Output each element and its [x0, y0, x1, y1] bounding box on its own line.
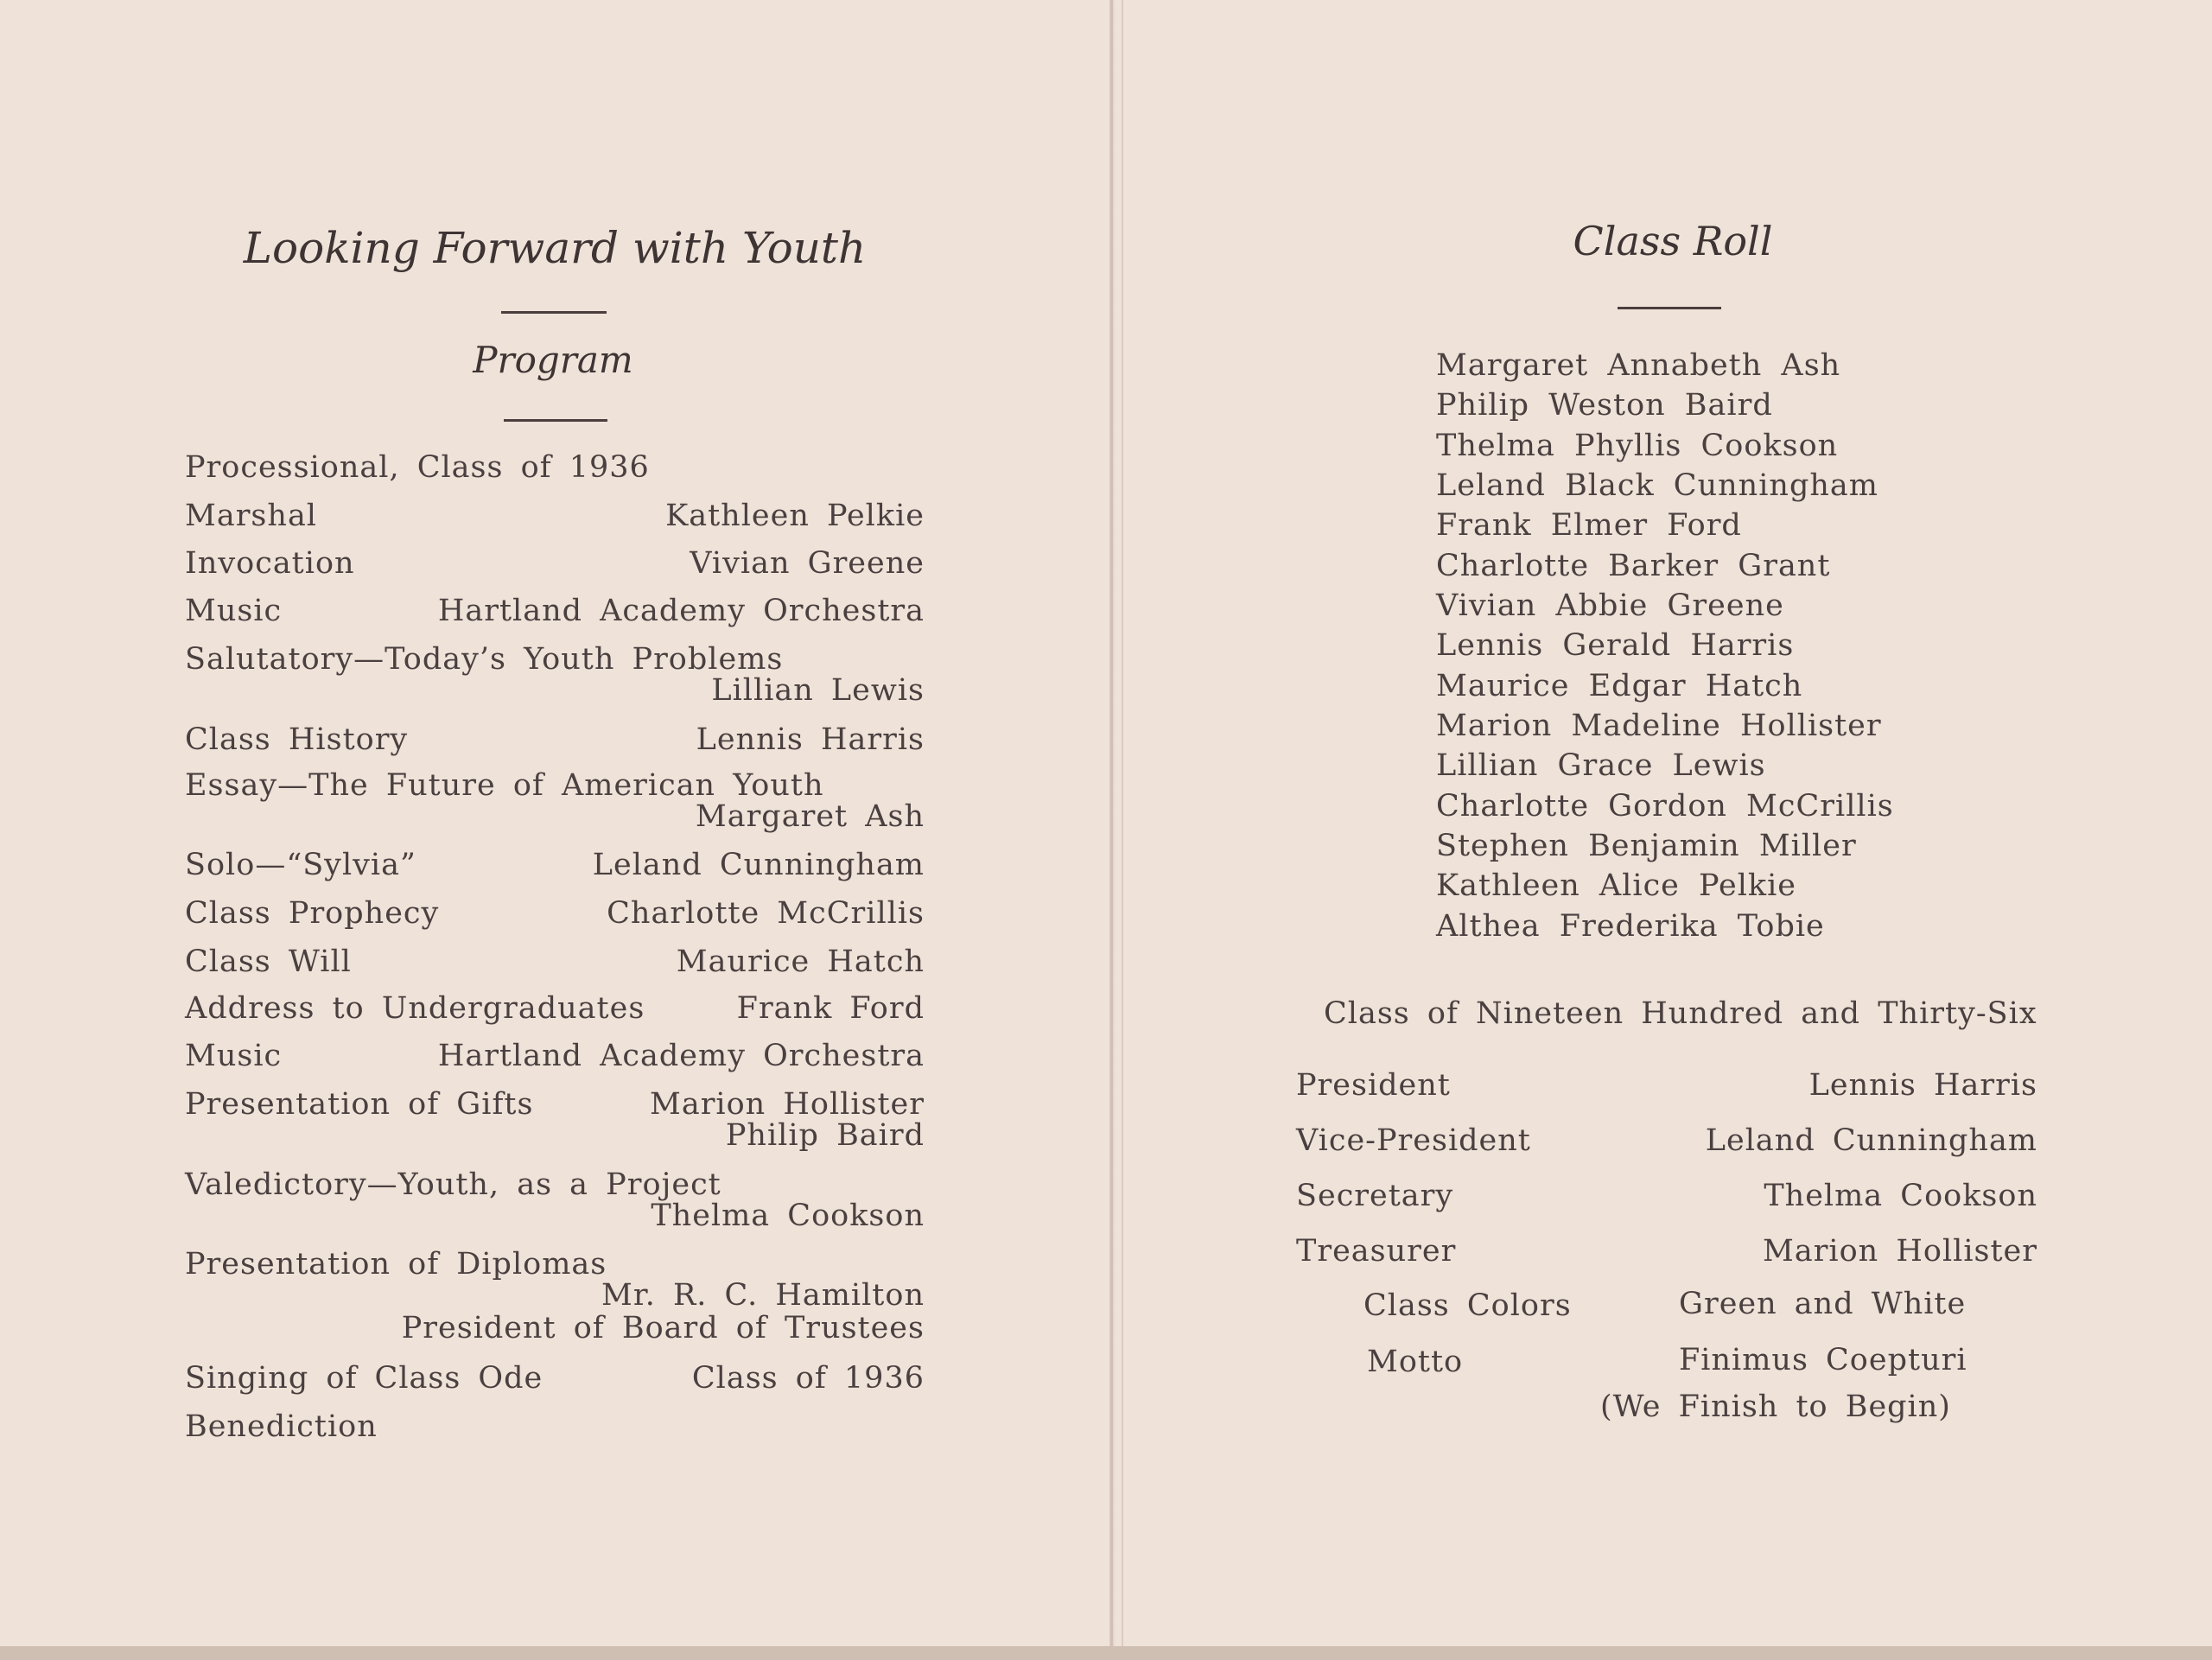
program-performer-second: Philip Baird: [725, 1118, 925, 1153]
program-performer: Mr. R. C. Hamilton: [601, 1278, 925, 1313]
program-item: Invocation: [185, 546, 355, 581]
program-item: Salutatory—Today’s Youth Problems: [185, 642, 784, 677]
program-item: Presentation of Gifts: [185, 1087, 534, 1122]
program-item: Class Will: [185, 944, 352, 979]
program-main-title: Looking Forward with Youth: [243, 223, 867, 273]
roll-name: Stephen Benjamin Miller: [1436, 829, 1857, 863]
officer-role: Vice-President: [1296, 1123, 1531, 1158]
title-rule: [501, 311, 607, 314]
program-item: Address to Undergraduates: [185, 991, 645, 1026]
fold-crease: [1122, 0, 1123, 1646]
program-performer-second: President of Board of Trustees: [401, 1311, 925, 1345]
program-item: Valedictory—Youth, as a Project: [185, 1167, 721, 1202]
roll-rule: [1618, 307, 1721, 309]
class-roll-list: [1436, 347, 1920, 952]
program-row: [185, 1038, 925, 1074]
center-fold: [1109, 0, 1116, 1646]
class-year-heading: Class of Nineteen Hundred and Thirty-Six: [1324, 996, 2037, 1031]
officer-row: [1296, 1178, 2037, 1214]
roll-name: Lennis Gerald Harris: [1436, 628, 1795, 663]
roll-name: Althea Frederika Tobie: [1436, 909, 1825, 944]
program-row: [185, 1409, 925, 1445]
officer-name: Leland Cunningham: [1705, 1123, 2037, 1158]
roll-name: Lillian Grace Lewis: [1436, 748, 1766, 783]
program-performer: Thelma Cookson: [651, 1199, 925, 1233]
roll-name: Charlotte Gordon McCrillis: [1436, 789, 1894, 824]
roll-name: Thelma Phyllis Cookson: [1436, 429, 1839, 463]
program-item: Music: [185, 594, 283, 628]
program-row: [185, 641, 925, 710]
roll-name: Vivian Abbie Greene: [1436, 588, 1784, 623]
motto-value: Finimus Coepturi: [1679, 1343, 1967, 1377]
program-item: Class Prophecy: [185, 896, 440, 931]
program-performer: Marion Hollister: [649, 1087, 925, 1122]
officer-role: President: [1296, 1068, 1451, 1103]
program-performer: Frank Ford: [736, 991, 925, 1026]
program-row: [185, 722, 925, 758]
roll-name: Leland Black Cunningham: [1436, 468, 1878, 503]
roll-name: Margaret Annabeth Ash: [1436, 348, 1841, 383]
officer-role: Treasurer: [1296, 1234, 1457, 1269]
program-performer: Lillian Lewis: [711, 673, 925, 708]
program-item: Singing of Class Ode: [185, 1361, 543, 1396]
program-performer: Hartland Academy Orchestra: [437, 1039, 925, 1073]
subtitle-rule: [504, 419, 607, 422]
roll-name: Marion Madeline Hollister: [1436, 709, 1882, 743]
program-item: Class History: [185, 722, 409, 757]
officer-name: Lennis Harris: [1808, 1068, 2037, 1103]
class-colors-label: Class Colors: [1363, 1288, 1572, 1323]
officer-name: Thelma Cookson: [1764, 1179, 2037, 1213]
program-subtitle: Program: [473, 339, 633, 381]
program-list: [185, 449, 925, 1452]
motto-label: Motto: [1367, 1345, 1464, 1379]
roll-name: Kathleen Alice Pelkie: [1436, 868, 1797, 903]
officer-row: [1296, 1123, 2037, 1159]
officer-row: [1296, 1067, 2037, 1103]
program-row: [185, 990, 925, 1027]
officer-row: [1296, 1233, 2037, 1269]
program-row: [185, 1086, 925, 1155]
class-colors-value: Green and White: [1679, 1287, 1967, 1321]
program-performer: Leland Cunningham: [592, 848, 925, 882]
program-item: Processional, Class of 1936: [185, 450, 650, 485]
program-performer: Kathleen Pelkie: [665, 499, 925, 533]
program-performer: Vivian Greene: [690, 546, 925, 581]
motto-translation: (We Finish to Begin): [1600, 1390, 1951, 1424]
officer-name: Marion Hollister: [1762, 1234, 2037, 1269]
roll-name: Frank Elmer Ford: [1436, 508, 1742, 543]
program-item: Solo—“Sylvia”: [185, 848, 416, 882]
program-row: [185, 1246, 925, 1350]
program-row: [185, 449, 925, 486]
roll-name: Charlotte Barker Grant: [1436, 549, 1831, 583]
program-row: [185, 847, 925, 883]
program-row: [185, 767, 925, 836]
program-performer: Class of 1936: [691, 1361, 925, 1396]
program-item: Benediction: [185, 1409, 378, 1444]
program-row: [185, 1360, 925, 1396]
program-row: [185, 545, 925, 582]
program-performer: Lennis Harris: [696, 722, 925, 757]
officer-role: Secretary: [1296, 1179, 1454, 1213]
program-row: [185, 498, 925, 534]
sheet-edge: [0, 1646, 2212, 1660]
program-row: [185, 895, 925, 932]
program-performer: Maurice Hatch: [676, 944, 925, 979]
program-row: [185, 593, 925, 629]
program-performer: Margaret Ash: [695, 799, 925, 834]
program-item: Marshal: [185, 499, 317, 533]
program-item: Essay—The Future of American Youth: [185, 768, 824, 803]
program-row: [185, 1167, 925, 1236]
program-row: [185, 944, 925, 980]
program-item: Presentation of Diplomas: [185, 1247, 607, 1282]
program-performer: Charlotte McCrillis: [607, 896, 925, 931]
roll-name: Philip Weston Baird: [1436, 388, 1773, 423]
roll-name: Maurice Edgar Hatch: [1436, 669, 1803, 703]
program-item: Music: [185, 1039, 283, 1073]
class-roll-title: Class Roll: [1573, 218, 1773, 264]
program-performer: Hartland Academy Orchestra: [437, 594, 925, 628]
